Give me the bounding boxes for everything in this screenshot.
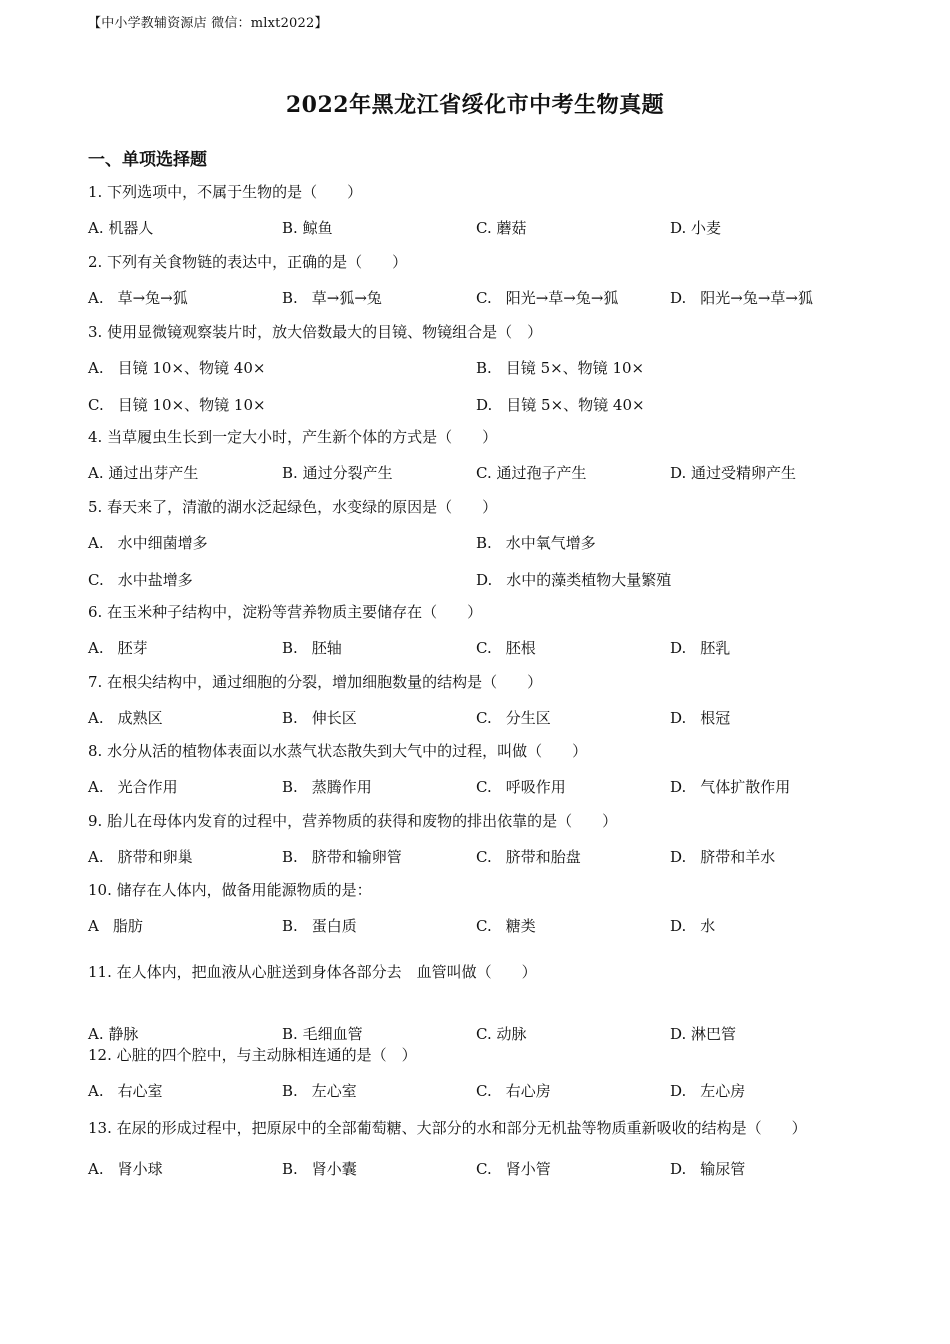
option-text: 左心室	[311, 1082, 357, 1100]
option-letter: C.	[476, 464, 492, 482]
option-c	[476, 707, 551, 728]
option-text: 伸长区	[311, 709, 357, 727]
option-text: 肾小管	[505, 1160, 551, 1178]
option-letter: B.	[282, 917, 298, 935]
option-letter: B.	[282, 289, 298, 307]
option-letter: B.	[282, 778, 298, 796]
option-d	[670, 287, 813, 308]
option-c	[476, 776, 566, 797]
option-letter: A.	[88, 1160, 104, 1178]
option-text: 阳光→草→兔→狐	[505, 289, 619, 307]
option-d	[670, 846, 775, 867]
question-7	[88, 672, 848, 729]
option-a	[88, 1023, 138, 1044]
option-letter: B.	[282, 639, 298, 657]
option-text: 静脉	[103, 1025, 139, 1043]
option-text: 呼吸作用	[505, 778, 566, 796]
option-d	[476, 394, 645, 415]
option-d	[670, 915, 715, 936]
option-letter: B.	[476, 534, 492, 552]
option-b	[282, 462, 393, 483]
option-b	[282, 217, 333, 238]
question-4	[88, 427, 848, 484]
option-letter: B.	[282, 219, 298, 237]
question-3	[88, 322, 848, 416]
option-letter: D.	[476, 396, 493, 414]
option-text: 胚乳	[700, 639, 731, 657]
question-8	[88, 741, 848, 798]
option-row	[88, 394, 848, 416]
option-d	[670, 1158, 745, 1179]
option-c	[476, 637, 536, 658]
option-text: 水中盐增多	[117, 571, 193, 589]
option-text: 脐带和胎盘	[505, 848, 581, 866]
option-c	[476, 1023, 527, 1044]
option-a	[88, 357, 265, 378]
option-text: 阳光→兔→草→狐	[700, 289, 813, 307]
option-letter: D.	[670, 639, 687, 657]
option-letter: A	[88, 917, 99, 935]
option-text: 机器人	[103, 219, 154, 237]
option-letter: D.	[670, 1025, 687, 1043]
question-6	[88, 602, 848, 659]
option-text: 毛细血管	[297, 1025, 363, 1043]
option-c	[476, 217, 527, 238]
option-d	[670, 637, 730, 658]
option-d	[670, 1023, 736, 1044]
option-text: 目镜 5×、物镜 10×	[505, 359, 645, 377]
option-letter: B.	[282, 1160, 298, 1178]
option-letter: C.	[88, 396, 104, 414]
option-text: 气体扩散作用	[700, 778, 791, 796]
option-text: 通过孢子产生	[491, 464, 587, 482]
option-letter: C.	[476, 709, 492, 727]
option-text: 通过分裂产生	[297, 464, 393, 482]
option-d	[670, 776, 790, 797]
question-9	[88, 811, 848, 868]
option-b	[282, 915, 357, 936]
question-stem: 10. 储存在人体内，做备用能源物质的是：	[88, 881, 372, 899]
option-letter: B.	[282, 709, 298, 727]
option-letter: A.	[88, 1025, 104, 1043]
option-letter: A.	[88, 709, 104, 727]
option-b	[476, 532, 596, 553]
option-letter: A.	[88, 359, 104, 377]
option-letter: D.	[670, 917, 687, 935]
option-c	[476, 462, 587, 483]
question-stem: 12. 心脏的四个腔中，与主动脉相连通的是（ ）	[88, 1046, 417, 1064]
option-letter: D.	[670, 464, 687, 482]
option-letter: C.	[476, 1082, 492, 1100]
question-11	[88, 962, 848, 1045]
option-b	[282, 1158, 357, 1179]
option-b	[282, 776, 372, 797]
option-letter: A.	[88, 289, 104, 307]
question-stem: 1. 下列选项中，不属于生物的是（ ）	[88, 183, 363, 201]
option-row	[88, 1023, 848, 1045]
option-text: 目镜 10×、物镜 10×	[117, 396, 266, 414]
option-letter: C.	[476, 848, 492, 866]
option-row	[88, 217, 848, 239]
option-text: 脐带和羊水	[700, 848, 776, 866]
option-text: 肾小囊	[311, 1160, 357, 1178]
option-c	[88, 569, 193, 590]
option-letter: A.	[88, 219, 104, 237]
option-a	[88, 532, 208, 553]
option-letter: C.	[476, 219, 492, 237]
option-c	[476, 846, 581, 867]
option-row	[88, 462, 848, 484]
option-letter: B.	[282, 848, 298, 866]
option-letter: C.	[88, 571, 104, 589]
option-text: 右心室	[117, 1082, 163, 1100]
option-row	[88, 287, 848, 309]
option-b	[282, 637, 342, 658]
question-stem: 11. 在人体内，把血液从心脏送到身体各部分去 血管叫做（ ）	[88, 963, 537, 981]
option-a	[88, 287, 188, 308]
option-text: 分生区	[505, 709, 551, 727]
option-text: 水中氧气增多	[505, 534, 596, 552]
option-letter: D.	[670, 289, 687, 307]
option-text: 通过受精卵产生	[686, 464, 797, 482]
option-text: 脂肪	[112, 917, 143, 935]
option-letter: C.	[476, 1160, 492, 1178]
option-a	[88, 637, 148, 658]
question-stem: 3. 使用显微镜观察装片时，放大倍数最大的目镜、物镜组合是（ ）	[88, 323, 543, 341]
option-letter: C.	[476, 289, 492, 307]
option-b	[282, 1023, 363, 1044]
option-row	[88, 707, 848, 729]
option-c	[476, 287, 618, 308]
option-text: 水中的藻类植物大量繁殖	[506, 571, 672, 589]
option-letter: A.	[88, 534, 104, 552]
option-text: 输尿管	[700, 1160, 746, 1178]
option-letter: C.	[476, 1025, 492, 1043]
option-a	[88, 915, 143, 936]
option-text: 糖类	[505, 917, 536, 935]
option-b	[282, 846, 402, 867]
option-text: 根冠	[700, 709, 731, 727]
option-letter: C.	[476, 917, 492, 935]
option-letter: A.	[88, 848, 104, 866]
option-text: 通过出芽产生	[103, 464, 199, 482]
question-13	[88, 1114, 848, 1180]
option-text: 蛋白质	[311, 917, 357, 935]
question-stem: 7. 在根尖结构中，通过细胞的分裂，增加细胞数量的结构是（ ）	[88, 673, 543, 691]
option-b	[476, 357, 644, 378]
question-stem: 6. 在玉米种子结构中，淀粉等营养物质主要储存在（ ）	[88, 603, 483, 621]
option-text: 胚根	[505, 639, 536, 657]
option-row	[88, 357, 848, 379]
option-c	[476, 1158, 551, 1179]
option-b	[282, 1080, 357, 1101]
option-text: 水	[700, 917, 716, 935]
question-1	[88, 182, 848, 239]
option-b	[282, 287, 382, 308]
question-10	[88, 880, 848, 937]
option-text: 右心房	[505, 1082, 551, 1100]
question-stem: 2. 下列有关食物链的表达中，正确的是（ ）	[88, 253, 408, 271]
option-text: 水中细菌增多	[117, 534, 208, 552]
option-a	[88, 1158, 163, 1179]
option-letter: B.	[282, 1025, 298, 1043]
option-row	[88, 1158, 848, 1180]
option-row	[88, 532, 848, 554]
option-text: 肾小球	[117, 1160, 163, 1178]
option-a	[88, 707, 163, 728]
option-letter: A.	[88, 778, 104, 796]
option-c	[88, 394, 266, 415]
option-d	[670, 707, 730, 728]
option-letter: D.	[670, 219, 687, 237]
option-text: 蒸腾作用	[311, 778, 372, 796]
option-row	[88, 776, 848, 798]
option-text: 胚轴	[311, 639, 342, 657]
option-text: 蘑菇	[491, 219, 527, 237]
option-text: 左心房	[700, 1082, 746, 1100]
option-text: 目镜 5×、物镜 40×	[506, 396, 645, 414]
option-text: 成熟区	[117, 709, 163, 727]
question-5	[88, 497, 848, 591]
option-a	[88, 1080, 163, 1101]
option-row	[88, 569, 848, 591]
option-b	[282, 707, 357, 728]
option-letter: B.	[282, 464, 298, 482]
option-row	[88, 846, 848, 868]
question-stem: 4. 当草履虫生长到一定大小时，产生新个体的方式是（ ）	[88, 428, 498, 446]
option-text: 小麦	[686, 219, 722, 237]
option-letter: C.	[476, 778, 492, 796]
option-letter: A.	[88, 639, 104, 657]
option-letter: B.	[476, 359, 492, 377]
option-a	[88, 776, 178, 797]
page-title: 2022年黑龙江省绥化市中考生物真题	[285, 92, 665, 118]
question-12	[88, 1045, 848, 1102]
section-title: 一、单项选择题	[88, 150, 207, 170]
option-letter: D.	[670, 709, 687, 727]
option-text: 脐带和卵巢	[117, 848, 193, 866]
option-letter: D.	[670, 1082, 687, 1100]
option-text: 淋巴管	[686, 1025, 737, 1043]
option-text: 光合作用	[117, 778, 178, 796]
option-letter: D.	[670, 848, 687, 866]
option-c	[476, 1080, 551, 1101]
option-a	[88, 846, 193, 867]
option-a	[88, 462, 198, 483]
option-text: 鲸鱼	[297, 219, 333, 237]
option-text: 脐带和输卵管	[311, 848, 402, 866]
option-row	[88, 1080, 848, 1102]
option-d	[476, 569, 671, 590]
option-letter: D.	[670, 778, 687, 796]
option-d	[670, 1080, 745, 1101]
option-letter: A.	[88, 1082, 104, 1100]
option-text: 动脉	[491, 1025, 527, 1043]
option-letter: A.	[88, 464, 104, 482]
option-letter: D.	[670, 1160, 687, 1178]
option-a	[88, 217, 153, 238]
option-row	[88, 637, 848, 659]
question-stem: 9. 胎儿在母体内发育的过程中，营养物质的获得和废物的排出依靠的是（ ）	[88, 812, 618, 830]
header-note: 【中小学教辅资源店 微信：mlxt2022】	[88, 16, 328, 31]
option-text: 草→狐→兔	[311, 289, 382, 307]
question-stem: 8. 水分从活的植物体表面以水蒸气状态散失到大气中的过程，叫做（ ）	[88, 742, 588, 760]
question-stem: 5. 春天来了，清澈的湖水泛起绿色，水变绿的原因是（ ）	[88, 498, 498, 516]
option-text: 胚芽	[117, 639, 148, 657]
option-letter: C.	[476, 639, 492, 657]
option-letter: D.	[476, 571, 493, 589]
option-d	[670, 462, 796, 483]
option-c	[476, 915, 536, 936]
option-text: 目镜 10×、物镜 40×	[117, 359, 266, 377]
option-letter: B.	[282, 1082, 298, 1100]
question-2	[88, 252, 848, 309]
question-stem: 13. 在尿的形成过程中，把原尿中的全部葡萄糖、大部分的水和部分无机盐等物质重新吸收的结构是（ ）	[88, 1119, 807, 1137]
option-d	[670, 217, 721, 238]
option-row	[88, 915, 848, 937]
option-text: 草→兔→狐	[117, 289, 188, 307]
